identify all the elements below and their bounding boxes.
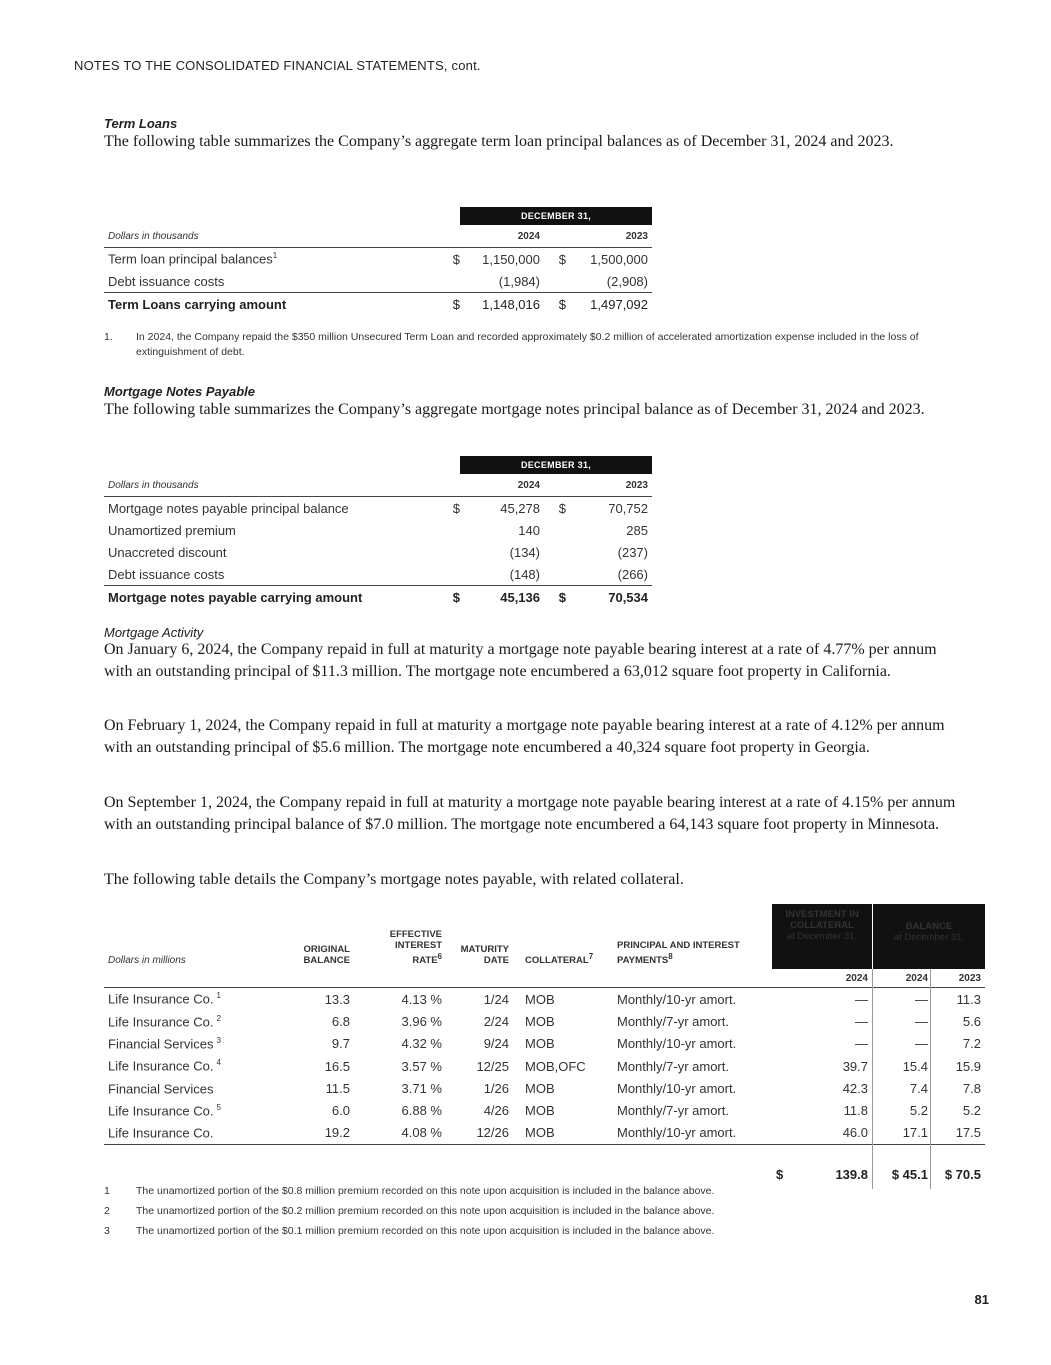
dollar-sign: $ [544, 497, 566, 520]
rate-cell: 3.71 % [401, 1080, 442, 1096]
table-row [104, 1055, 985, 1077]
original-balance-cell: 13.3 [258, 988, 350, 1011]
maturity-cell: 4/26 [483, 1103, 509, 1119]
value-2024: 1,148,016 [460, 293, 544, 316]
balance-2024-cell: — [873, 1033, 931, 1055]
mortgage-activity-paragraph-1: On January 6, 2024, the Company repaid in full at maturity a mortgage note payable bearing interest at a rate of 4.77% per annum with an outstanding principal of $11.3 million. The mortgage note encumbered a 63,012 square foot property in California. [104, 641, 937, 680]
balance-2024-cell: — [873, 1010, 931, 1032]
balance-2024-cell: 5.2 [873, 1099, 931, 1121]
table-row [104, 541, 652, 563]
collateral-cell: MOB,OFC [525, 1058, 586, 1074]
header-payments: PRINCIPAL AND INTEREST PAYMENTS$^8$ [617, 939, 740, 966]
collateral-cell: MOB [525, 1080, 555, 1096]
row-label: Mortgage notes payable principal balance [104, 497, 438, 520]
maturity-cell: 1/24 [442, 988, 509, 1011]
mortgage-notes-intro: The following table summarizes the Company’s aggregate mortgage notes principal balance as of December 31, 2024 and 2023. [104, 401, 925, 418]
balance-2023-cell: 7.8 [962, 1080, 981, 1096]
investment-cell: — [772, 988, 873, 1011]
value-2023: 285 [626, 522, 648, 538]
payments-cell: Monthly/7-yr amort. [617, 1103, 729, 1119]
total-balance-2024: $ 45.1 [873, 1159, 931, 1189]
balance-2023-cell: 7.2 [962, 1036, 981, 1052]
table-row [104, 1099, 985, 1121]
year-investment: 2024 [772, 969, 873, 988]
dollar-sign: $ [438, 586, 460, 609]
balance-2024-cell: 15.4 [873, 1055, 931, 1077]
value-2023: 70,534 [566, 586, 652, 609]
header-effective-rate: EFFECTIVE INTEREST RATE$^6$ [389, 928, 442, 966]
maturity-cell: 2/24 [483, 1013, 509, 1029]
value-2024: 140 [518, 522, 540, 538]
term-loans-footnote [104, 330, 964, 362]
term-loans-table [104, 207, 652, 315]
row-label: Term Loans carrying amount [104, 293, 438, 316]
header-investment: INVESTMENT IN COLLATERAL at December 31, [772, 904, 873, 969]
row-label: Unaccreted discount [108, 544, 227, 560]
original-balance-cell: 6.8 [331, 1013, 350, 1029]
table-row [104, 1122, 985, 1145]
year-2024: 2024 [517, 479, 540, 491]
dollar-sign: $ [544, 248, 566, 271]
footnote-ref: 5 [216, 1102, 221, 1112]
table-row [104, 563, 652, 586]
year-2023: 2023 [625, 479, 648, 491]
footnote-ref: 3 [216, 1036, 221, 1046]
payments-cell: Monthly/10-yr amort. [617, 1036, 737, 1052]
lender-cell: Life Insurance Co. [108, 1125, 214, 1141]
mortgage-notes-table [104, 456, 652, 608]
mortgage-notes-heading: Mortgage Notes Payable [104, 384, 255, 399]
lender-cell: Financial Services [108, 1081, 214, 1096]
period-header: DECEMBER 31, [460, 456, 652, 474]
maturity-cell: 12/25 [476, 1058, 509, 1074]
detail-footnotes [104, 1184, 964, 1254]
value-2024: 45,136 [460, 586, 544, 609]
rate-cell: 4.08 % [401, 1125, 442, 1141]
investment-cell: — [772, 1033, 873, 1055]
table-row [104, 248, 652, 271]
footnote: 3 The unamortized portion of the $0.1 million premium recorded on this note upon acquisition is included in the balance above. [104, 1225, 715, 1237]
rate-cell: 4.32 % [401, 1036, 442, 1052]
value-2024: (148) [509, 566, 540, 582]
row-label: Debt issuance costs [108, 566, 225, 582]
lender-cell: Life Insurance Co. $^2$ [108, 1013, 221, 1030]
footnote-ref: 2 [216, 1013, 221, 1023]
table-row [104, 1033, 985, 1055]
value-2024: 1,150,000 [460, 248, 544, 271]
footnote-ref: 1 [272, 251, 278, 261]
collateral-cell: MOB [525, 1125, 555, 1141]
maturity-cell: 1/26 [483, 1080, 509, 1096]
footnote-ref: 4 [216, 1058, 221, 1068]
mortgage-activity-paragraph-3: On September 1, 2024, the Company repaid in full at maturity a mortgage note payable bearing interest at a rate of 4.15% per annum with an outstanding principal balance of $7.0 million. The mortgage note encumbered a 64,143 square foot property in Minnesota. [104, 794, 956, 833]
collateral-cell: MOB [525, 1013, 555, 1029]
rate-cell: 3.96 % [401, 1013, 442, 1029]
rate-cell: 4.13 % [350, 988, 442, 1011]
period-header: DECEMBER 31, [460, 207, 652, 225]
table-row [104, 270, 652, 293]
units-label: Dollars in thousands [108, 230, 199, 242]
table-row [104, 586, 652, 609]
year-2024: 2024 [517, 230, 540, 242]
original-balance-cell: 19.2 [324, 1125, 350, 1141]
collateral-cell: MOB [509, 988, 617, 1011]
payments-cell: Monthly/7-yr amort. [617, 1013, 729, 1029]
balance-2023-cell: 11.3 [931, 988, 986, 1011]
investment-cell: 42.3 [772, 1077, 873, 1099]
payments-cell: Monthly/10-yr amort. [617, 1080, 737, 1096]
lender-cell: Financial Services $^3$ [108, 1036, 221, 1052]
balance-2024-cell: 7.4 [873, 1077, 931, 1099]
investment-cell: 39.7 [772, 1055, 873, 1077]
investment-cell: 46.0 [772, 1122, 873, 1145]
value-2023: (237) [617, 544, 648, 560]
mortgage-activity-paragraph-2: On February 1, 2024, the Company repaid in full at maturity a mortgage note payable bearing interest at a rate of 4.12% per annum with an outstanding principal of $5.6 million. The mortgage note encumbered a 40,324 square foot property in Georgia. [104, 717, 945, 756]
dollar-sign: $ [438, 293, 460, 316]
footnote-number: 1. [104, 331, 113, 343]
collateral-cell: MOB [525, 1036, 555, 1052]
lender-cell: Life Insurance Co. $^4$ [108, 1058, 221, 1074]
dollar-sign: $ [438, 248, 460, 271]
table-row [104, 519, 652, 541]
mortgage-activity-heading: Mortgage Activity [104, 625, 204, 640]
footnote: 1 The unamortized portion of the $0.8 million premium recorded on this note upon acquisition is included in the balance above. [104, 1185, 715, 1197]
investment-cell: — [772, 1010, 873, 1032]
original-balance-cell: 6.0 [331, 1103, 350, 1119]
row-label: Mortgage notes payable carrying amount [104, 586, 438, 609]
balance-2023-cell: 5.2 [962, 1103, 981, 1119]
lender-cell: Life Insurance Co. $^5$ [108, 1102, 221, 1119]
header-collateral: COLLATERAL$^7$ [525, 951, 594, 966]
row-label: Debt issuance costs [108, 273, 225, 289]
row-label: Unamortized premium [108, 522, 236, 538]
original-balance-cell: 16.5 [324, 1058, 350, 1074]
page-header: NOTES TO THE CONSOLIDATED FINANCIAL STATEMENTS, cont. [74, 58, 481, 73]
rate-cell: 3.57 % [401, 1058, 442, 1074]
balance-2024-cell: 17.1 [873, 1122, 931, 1145]
original-balance-cell: 11.5 [325, 1080, 350, 1096]
value-2023: (266) [617, 566, 648, 582]
balance-2023-cell: 5.6 [962, 1013, 981, 1029]
dollar-sign: $ [544, 293, 566, 316]
maturity-cell: 12/26 [476, 1125, 509, 1141]
units-label: Dollars in millions [108, 955, 186, 966]
header-maturity-date: MATURITY DATE [460, 944, 509, 966]
payments-cell: Monthly/10-yr amort. [617, 988, 772, 1011]
payments-cell: Monthly/10-yr amort. [617, 1125, 737, 1141]
original-balance-cell: 9.7 [331, 1036, 350, 1052]
row-label: Term loan principal balances [108, 251, 273, 267]
collateral-cell: MOB [525, 1103, 555, 1119]
year-balance-2023: 2023 [958, 972, 981, 984]
footnote-ref: 1 [216, 991, 221, 1001]
term-loans-heading: Term Loans [104, 116, 178, 131]
value-2023: 70,752 [566, 497, 652, 520]
year-2023: 2023 [625, 230, 648, 242]
value-2023: 1,497,092 [566, 293, 652, 316]
lender-cell: Life Insurance Co. $^1$ [104, 988, 258, 1011]
value-2024: (1,984) [498, 273, 540, 289]
footnote-text: In 2024, the Company repaid the $350 million Unsecured Term Loan and recorded approximately $0.2 million of accelerated amortization expense included in the loss of extinguishment of debt. [136, 331, 919, 358]
mortgage-activity-paragraph-4: The following table details the Company’s mortgage notes payable, with related collateral. [104, 871, 684, 888]
dollar-sign: $ [438, 497, 460, 520]
maturity-cell: 9/24 [483, 1036, 509, 1052]
balance-2023-cell: 15.9 [955, 1058, 981, 1074]
balance-2024-cell: — [873, 988, 931, 1011]
table-row [104, 293, 652, 316]
term-loans-intro: The following table summarizes the Company’s aggregate term loan principal balances as of December 31, 2024 and 2023. [104, 133, 894, 150]
value-2023: 1,500,000 [566, 248, 652, 271]
rate-cell: 6.88 % [401, 1103, 442, 1119]
value-2023: (2,908) [606, 273, 648, 289]
total-investment: $ 139.8 [772, 1159, 873, 1189]
mortgage-detail-table [104, 904, 985, 1189]
balance-2023-cell: 17.5 [955, 1125, 981, 1141]
table-row [104, 497, 652, 520]
year-balance-2024: 2024 [873, 969, 931, 988]
payments-cell: Monthly/7-yr amort. [617, 1058, 729, 1074]
table-row [104, 1077, 985, 1099]
footnote: 2 The unamortized portion of the $0.2 million premium recorded on this note upon acquisition is included in the balance above. [104, 1205, 715, 1217]
table-row [104, 988, 985, 1011]
table-row [104, 1010, 985, 1032]
page-number: 81 [974, 1292, 989, 1307]
total-balance-2023: $ 70.5 [944, 1166, 981, 1182]
header-original-balance: ORIGINAL BALANCE [303, 944, 350, 966]
investment-cell: 11.8 [772, 1099, 873, 1121]
header-balance: BALANCE at December 31, [873, 904, 986, 969]
value-2024: (134) [509, 544, 540, 560]
dollar-sign: $ [544, 586, 566, 609]
value-2024: 45,278 [460, 497, 544, 520]
units-label: Dollars in thousands [108, 479, 199, 491]
